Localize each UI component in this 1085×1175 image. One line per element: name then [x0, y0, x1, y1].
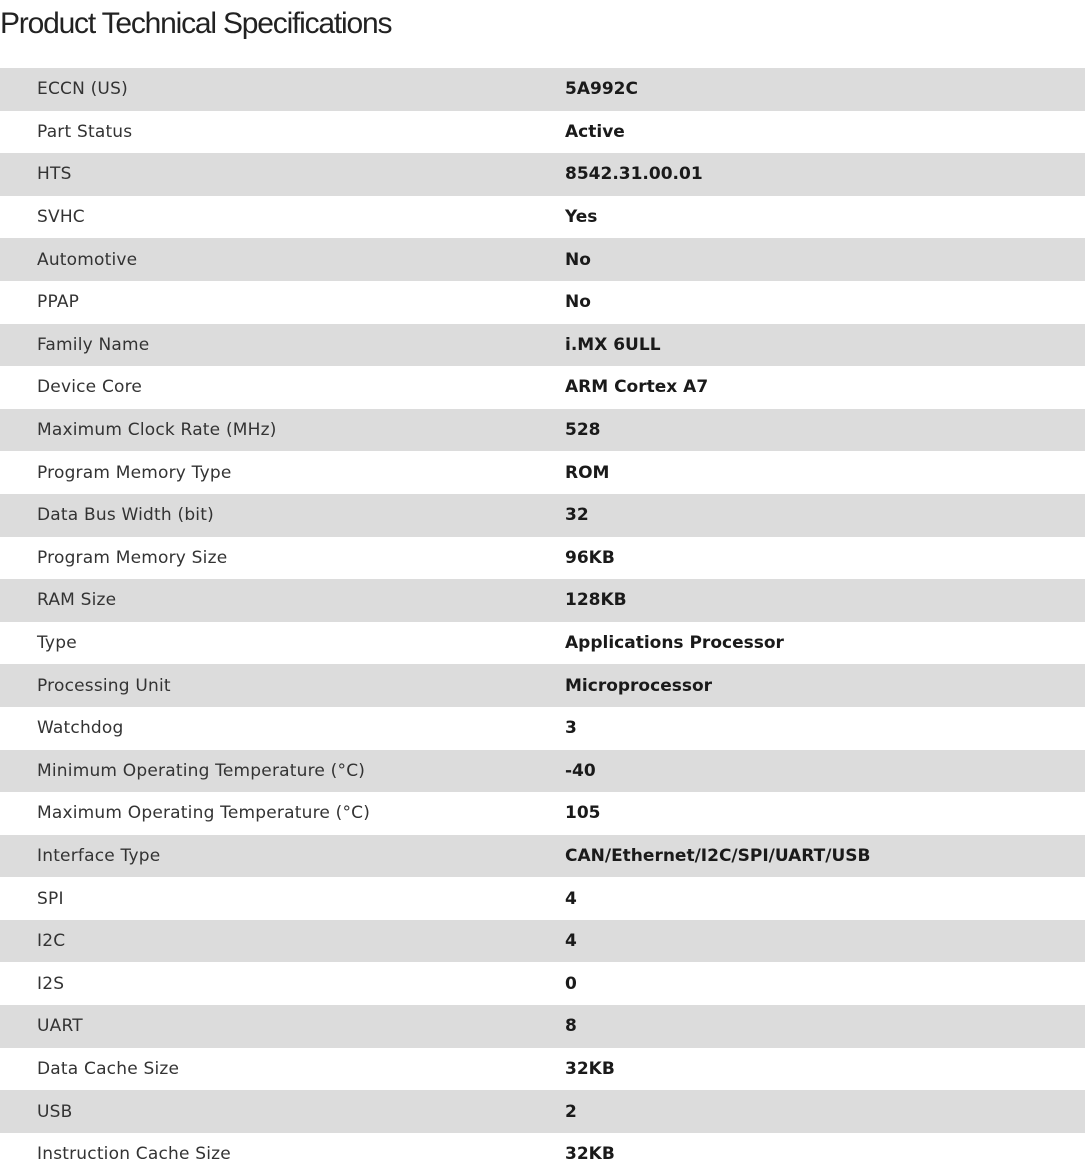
spec-value: 4: [565, 931, 577, 952]
spec-name: UART: [37, 1016, 83, 1037]
table-row: [0, 281, 1085, 324]
table-row: [0, 494, 1085, 537]
table-row: [0, 111, 1085, 154]
spec-value: Applications Processor: [565, 633, 784, 654]
spec-value: -40: [565, 760, 596, 781]
table-row: [0, 792, 1085, 835]
spec-name: Maximum Operating Temperature (°C): [37, 803, 371, 824]
spec-value: 2: [565, 1101, 577, 1122]
spec-name: Part Status: [37, 121, 133, 142]
spec-value: No: [565, 292, 591, 313]
table-row: [0, 196, 1085, 239]
page-title: Product Technical Specifications: [0, 7, 392, 40]
table-row: [0, 664, 1085, 707]
spec-value: Active: [565, 121, 625, 142]
table-row: [0, 68, 1085, 111]
spec-name: Type: [37, 633, 77, 654]
spec-table: [0, 68, 1085, 1175]
spec-value: No: [565, 249, 591, 270]
spec-value: 4: [565, 888, 577, 909]
spec-value: Yes: [565, 207, 598, 228]
spec-value: i.MX 6ULL: [565, 334, 661, 355]
table-row: [0, 750, 1085, 793]
spec-name: Data Cache Size: [37, 1058, 180, 1079]
spec-name: Interface Type: [37, 845, 161, 866]
table-row: [0, 451, 1085, 494]
table-row: [0, 537, 1085, 580]
spec-value: 105: [565, 803, 601, 824]
table-row: [0, 366, 1085, 409]
spec-value: 32: [565, 505, 589, 526]
table-row: [0, 153, 1085, 196]
spec-name: Family Name: [37, 334, 150, 355]
spec-value: Microprocessor: [565, 675, 713, 696]
table-row: [0, 238, 1085, 281]
table-row: [0, 324, 1085, 367]
spec-value: ARM Cortex A7: [565, 377, 709, 398]
table-row: [0, 579, 1085, 622]
spec-name: Program Memory Type: [37, 462, 232, 483]
spec-value: 3: [565, 718, 577, 739]
table-row: [0, 962, 1085, 1005]
spec-name: USB: [37, 1101, 73, 1122]
spec-name: SPI: [37, 888, 64, 909]
table-row: [0, 622, 1085, 665]
spec-value: 8542.31.00.01: [565, 164, 703, 185]
spec-name: RAM Size: [37, 590, 117, 611]
table-row: [0, 877, 1085, 920]
spec-value: 528: [565, 420, 601, 441]
spec-value: 128KB: [565, 590, 627, 611]
spec-name: ECCN (US): [37, 79, 128, 100]
spec-name: Device Core: [37, 377, 143, 398]
spec-name: Automotive: [37, 249, 138, 270]
table-row: [0, 409, 1085, 452]
table-row: [0, 920, 1085, 963]
spec-value: ROM: [565, 462, 610, 483]
spec-value: 5A992C: [565, 79, 638, 100]
spec-name: Watchdog: [37, 718, 124, 739]
spec-name: Instruction Cache Size: [37, 1144, 231, 1165]
spec-name: Processing Unit: [37, 675, 171, 696]
table-row: [0, 1005, 1085, 1048]
spec-name: I2C: [37, 931, 66, 952]
spec-name: HTS: [37, 164, 72, 185]
spec-name: Program Memory Size: [37, 547, 228, 568]
table-row: [0, 1090, 1085, 1133]
spec-name: PPAP: [37, 292, 80, 313]
spec-value: 0: [565, 973, 577, 994]
table-row: [0, 707, 1085, 750]
table-row: [0, 1048, 1085, 1091]
spec-value: 32KB: [565, 1144, 615, 1165]
table-row: [0, 1133, 1085, 1175]
spec-value: 96KB: [565, 547, 615, 568]
spec-name: Maximum Clock Rate (MHz): [37, 420, 277, 441]
spec-value: CAN/Ethernet/I2C/SPI/UART/USB: [565, 845, 871, 866]
spec-name: Minimum Operating Temperature (°C): [37, 760, 366, 781]
table-row: [0, 835, 1085, 878]
spec-name: I2S: [37, 973, 65, 994]
spec-value: 32KB: [565, 1058, 615, 1079]
spec-name: SVHC: [37, 207, 85, 228]
spec-name: Data Bus Width (bit): [37, 505, 214, 526]
spec-value: 8: [565, 1016, 577, 1037]
